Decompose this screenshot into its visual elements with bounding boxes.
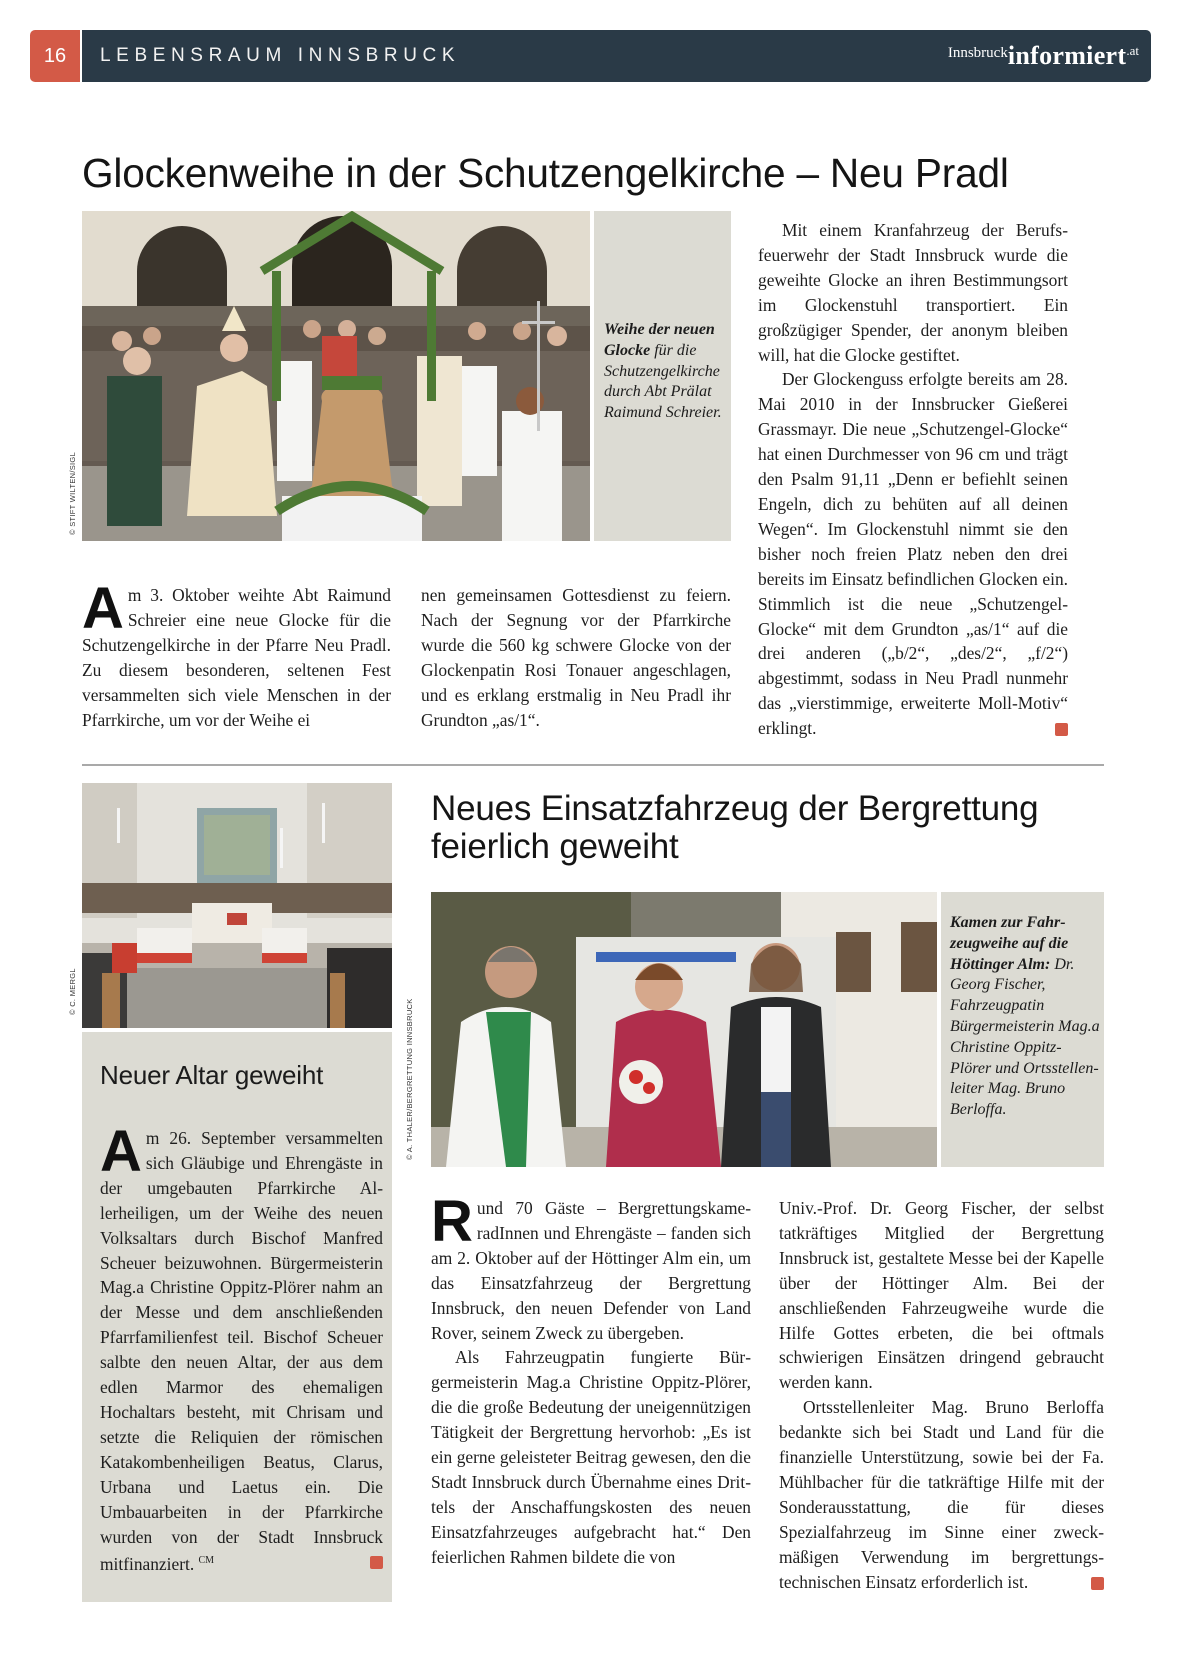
photo-credit-mergl: © C. MERGL [68, 968, 77, 1015]
header-bar [82, 30, 1151, 82]
article3-col2-p2: Ortsstellenleiter Mag. Bruno Berloffa bedankte sich bei Stadt und Land für die finanzielle Unterstützung, sowie bei der Fa. Mühlbacher für die tatkräftige Hilfe mit der Sonderausstattung, die für dieses Spezialfahrzeug im Sinne einer zweckmäßigen Verwendung im bergrettungstechnischen Einsatz erforderlich ist. [779, 1397, 1104, 1592]
end-of-article-marker [370, 1556, 383, 1569]
photo-rescue-vehicle [431, 892, 937, 1167]
article-title-altar: Neuer Altar geweiht [100, 1060, 324, 1090]
dropcap-r: R [431, 1189, 473, 1254]
section-title: LEBENSRAUM INNSBRUCK [100, 45, 461, 66]
caption-bell-text: für die Schutzengelkirche durch Abt Prälat Raimund Schreier. [604, 341, 722, 422]
caption-bell [604, 320, 726, 424]
section-divider [82, 764, 1104, 766]
article3-column-2 [779, 1196, 1104, 1595]
brand-prefix: Innsbruck [947, 45, 1008, 61]
dropcap-a-altar: A [100, 1119, 142, 1184]
dropcap-a: A [82, 576, 124, 641]
article1-col3-p2: Der Glockenguss erfolgte bereits am 28. Mai 2010 in der Innsbrucker Gießerei Grassmayr. Die neue „Schutzengel-Glocke“ hat einen Durchmesser von 96 cm und trägt den Psalm 91,11 „Denn er befiehlt seinen Engeln, dich zu behüten auf all deinen Wegen“. Im Glockenstuhl nimmt sie den bisher noch freien Platz neben den drei bereits im Einsatz befindlichen Glocken ein. Stimmlich ist die neue „Schutzengel-Glocke“ mit dem Grundton „as/1“ auf die drei anderen („b/2“, „des/2“, „f/2“) abgestimmt, sodass in Neu Pradl nunmehr das „vierstimmige, erweiterte Moll-Motiv“ erklingt. [758, 369, 1068, 739]
article2-text: m 26. September versammelten sich Gläubige und Ehrengäste in der umgebauten Pfarrkirche Allerheiligen, um der Weihe des neuen Volksaltars durch Bischof Manfred Scheuer beizuwohnen. Bürgermeisterin Mag.a Christine Oppitz-Plörer nahm an der Messe und dem anschließenden Pfarrfamilienfest teil. Bischof Scheuer salbte den neuen Altar, der aus dem edlen Marmor des ehemaligen Hochaltars besteht, mit Chrisam und setzte die Reliquien der römischen Katakombenheiligen Beatus, Clarus, Urbana und Laetus ein. Die Umbauarbeiten in der Pfarrkirche wurden von der Stadt Innsbruck mitfinanziert. [100, 1128, 383, 1575]
end-of-article-marker [1091, 1577, 1104, 1590]
article3-col1-p2: Als Fahrzeugpatin fungierte Bürgermeisterin Mag.a Christine Oppitz-Plörer, die die große Bedeutung der uneigennützigen Tätigkeit der Bergrettung hervorhob: „Es ist ein gerne geleisteter Beitrag gewesen, den die Stadt Innsbruck durch Übernahme eines Drittels der Anschaffungskosten des neuen Einsatzfahrzeuges aufgebracht hat.“ Den feierlichen Rahmen bildete die von [431, 1347, 751, 1567]
article1-column-1 [82, 576, 391, 732]
rescue-vehicle-image [431, 892, 937, 1167]
article1-col3-p1: Mit einem Kranfahrzeug der Berufsfeuerwehr der Stadt Innsbruck wurde die geweihte Glocke an ihren Bestimmungsort im Glockenstuhl transportiert. Ein großzügiger Spender, der anonym bleiben will, hat die Glocke gestiftet. [758, 220, 1068, 365]
end-of-article-marker [1055, 723, 1068, 736]
article3-col2-p1: Univ.-Prof. Dr. Georg Fischer, der selbst tatkräftiges Mitglied der Bergrettung Innsbruck ist, gestaltete Messe bei der Kapelle über der Höttinger Alm. Bei der anschließenden Fahrzeugweihe wurde die Hilfe Gottes erbeten, die bei oftmals schwierigen Einsätzen dringend gebraucht werden kann. [779, 1198, 1104, 1393]
article1-column-2 [421, 583, 731, 732]
article3-col1-p1: und 70 Gäste – BergrettungskameradInnen und Ehrengäste – fanden sich am 2. Oktober auf der Höttinger Alm ein, um das Einsatzfahrzeug der Bergrettung Innsbruck, den neuen Defender von Land Rover, seinem Zweck zu übergeben. [431, 1198, 751, 1343]
photo-credit-stift-wilten: © STIFT WILTEN/SIGL [68, 451, 77, 535]
article2-column [100, 1119, 383, 1577]
page-number: 16 [30, 30, 80, 82]
article3-column-1 [431, 1189, 751, 1570]
bell-consecration-image [82, 211, 590, 541]
photo-bell-consecration [82, 211, 590, 541]
brand-suffix: .at [1126, 43, 1139, 58]
caption-vehicle-bold: Kamen zur Fahrzeugweihe auf die Höttinger Alm: [950, 914, 1069, 973]
article1-col2-text: nen gemeinsamen Gottesdienst zu feiern. Nach der Segnung vor der Pfarrkirche wurde die 560 kg schwere Glocke von der Glockenpatin Rosi Tonauer angeschlagen, und es erklang erstmalig in Neu Pradl ihr Grundton „as/1“. [421, 585, 731, 730]
brand-main: informiert [1007, 41, 1127, 70]
caption-vehicle [950, 913, 1100, 1121]
caption-bell-bold: Weihe der neuen Glocke [604, 321, 715, 359]
photo-credit-thaler: © A. THALER/BERGRETTUNG INNSBRUCK [405, 998, 414, 1160]
article1-col1-text: m 3. Oktober weihte Abt Raimund Schreier eine neue Glocke für die Schutzengelkirche in der Pfarre Neu Pradl. Zu diesem besonderen, seltenen Fest versammelten sich viele Menschen in der Pfarrkirche, um vor der Weihe ei [82, 585, 391, 730]
author-initials: CM [198, 1555, 215, 1567]
page-header [30, 30, 1151, 82]
article1-column-3 [758, 218, 1068, 741]
church-interior-image [82, 783, 392, 1028]
brand-logo [948, 41, 1139, 71]
photo-church-interior [82, 783, 392, 1028]
caption-vehicle-text: Dr. Georg Fischer, Fahrzeugpatin Bürgermeisterin Mag.a Christine Oppitz-Plörer und Ortsstellenleiter Mag. Bruno Berloffa. [950, 955, 1100, 1119]
article-title-glockenweihe: Glockenweihe in der Schutzengelkirche – Neu Pradl [82, 150, 1009, 196]
article-title-bergrettung: Neues Einsatzfahrzeug der Bergrettung feierlich geweiht [431, 789, 1039, 866]
